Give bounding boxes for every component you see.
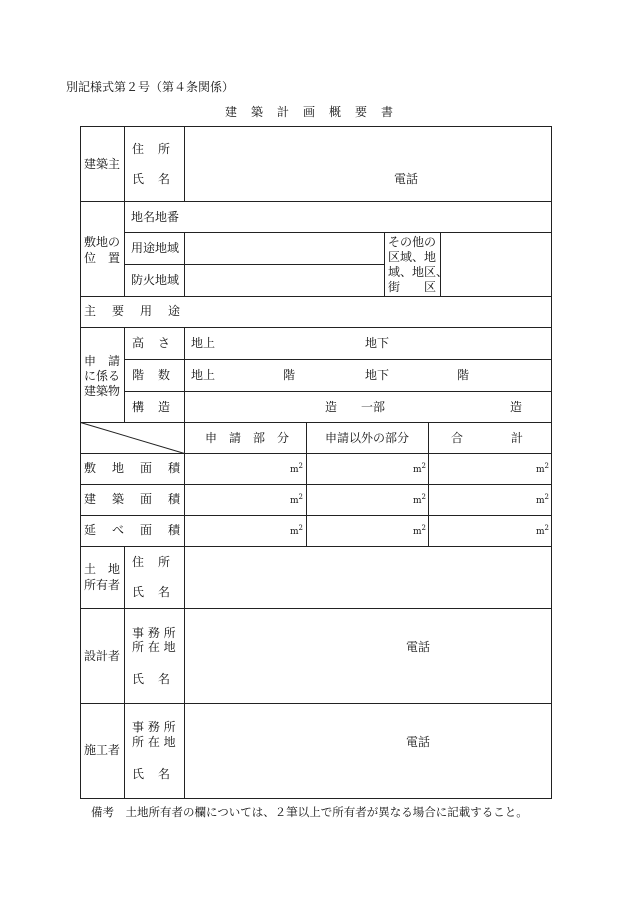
land-owner-group-label: 土 地 (84, 562, 121, 576)
site-group-label: 敷地の (84, 235, 121, 249)
sqm-unit: $m^2$ (290, 524, 304, 537)
row-line (80, 453, 552, 454)
builder-office-label: 事 務 所 (132, 720, 176, 734)
col-line (184, 327, 185, 547)
other-zone-label: その他の (388, 235, 437, 249)
lot-label: 地名地番 (131, 210, 180, 224)
building-group-label: 申 請 (84, 354, 121, 368)
floors-above-label: 地上 (191, 368, 216, 382)
area-header-total: 合 計 (451, 431, 524, 445)
col-line (184, 546, 185, 799)
designer-phone-label: 電話 (406, 640, 431, 654)
col-line (184, 232, 185, 297)
row-line (124, 264, 384, 265)
sqm-unit: $m^2$ (536, 462, 550, 475)
designer-office-label: 所 在 地 (132, 640, 176, 654)
floors-above-unit: 階 (283, 368, 296, 382)
designer-name-label: 氏 名 (132, 672, 172, 686)
owner-group-label: 建築主 (84, 157, 121, 171)
sqm-unit: $m^2$ (290, 462, 304, 475)
row-line (124, 391, 552, 392)
sqm-unit: $m^2$ (413, 493, 427, 506)
sqm-unit: $m^2$ (413, 524, 427, 537)
row-line (80, 422, 552, 423)
structure-main-unit: 造 (325, 400, 338, 414)
other-zone-label: 街 区 (388, 280, 437, 294)
table-border-bottom (80, 798, 552, 799)
designer-group-label: 設計者 (84, 649, 121, 663)
fire-zone-label: 防火地域 (131, 273, 180, 287)
structure-part-unit: 造 (510, 400, 523, 414)
other-zone-label: 域、地区、 (388, 265, 449, 279)
site-group-label: 位 置 (84, 251, 121, 265)
form-label: 別記様式第２号（第４条関係） (66, 80, 235, 94)
col-line (384, 232, 385, 297)
row-line (80, 608, 552, 609)
owner-address-label: 住 所 (132, 142, 172, 156)
col-line (124, 201, 125, 297)
col-line (124, 126, 125, 202)
row-line (80, 201, 552, 202)
site-area-label: 敷 地 面 積 (84, 461, 183, 475)
footnote: 備考 土地所有者の欄については、２筆以上で所有者が異なる場合に記載すること。 (91, 805, 528, 819)
row-line (80, 484, 552, 485)
col-line (124, 327, 125, 423)
builder-office-label: 所 在 地 (132, 735, 176, 749)
building-group-label: に係る (84, 369, 121, 383)
col-line (124, 546, 125, 799)
owner-phone-label: 電話 (394, 172, 419, 186)
use-zone-label: 用途地域 (131, 241, 180, 255)
main-use-label: 主 要 用 途 (84, 304, 183, 318)
sqm-unit: $m^2$ (536, 524, 550, 537)
building-area-label: 建 築 面 積 (84, 492, 183, 506)
table-border-right (551, 126, 552, 799)
land-owner-group-label: 所有者 (84, 578, 121, 592)
floors-label: 階 数 (132, 368, 172, 382)
page-title: 建 築 計 画 概 要 書 (225, 105, 395, 119)
table-border-top (80, 126, 552, 127)
structure-label: 構 造 (132, 400, 172, 414)
height-below-label: 地下 (365, 336, 390, 350)
col-line (428, 422, 429, 547)
area-header-applied: 申 請 部 分 (205, 431, 290, 445)
sqm-unit: $m^2$ (413, 462, 427, 475)
floors-below-unit: 階 (457, 368, 470, 382)
building-group-label: 建築物 (84, 384, 121, 398)
builder-name-label: 氏 名 (132, 767, 172, 781)
builder-group-label: 施工者 (84, 743, 121, 757)
height-above-label: 地上 (191, 336, 216, 350)
table-border-left (80, 126, 81, 799)
row-line (80, 515, 552, 516)
designer-office-label: 事 務 所 (132, 626, 176, 640)
area-header-other: 申請以外の部分 (325, 431, 410, 445)
row-line (124, 359, 552, 360)
owner-name-label: 氏 名 (132, 172, 172, 186)
row-line (80, 546, 552, 547)
land-owner-name-label: 氏 名 (132, 585, 172, 599)
height-label: 高 さ (132, 336, 172, 350)
builder-phone-label: 電話 (406, 735, 431, 749)
row-line (80, 296, 552, 297)
floor-area-label: 延 べ 面 積 (84, 523, 183, 537)
row-line (80, 703, 552, 704)
col-line (306, 422, 307, 547)
row-line (124, 232, 552, 233)
structure-part-label: 一部 (361, 400, 386, 414)
other-zone-label: 区域、地 (388, 250, 437, 264)
col-line (184, 126, 185, 202)
sqm-unit: $m^2$ (290, 493, 304, 506)
floors-below-label: 地下 (365, 368, 390, 382)
sqm-unit: $m^2$ (536, 493, 550, 506)
row-line (80, 327, 552, 328)
land-owner-address-label: 住 所 (132, 555, 172, 569)
